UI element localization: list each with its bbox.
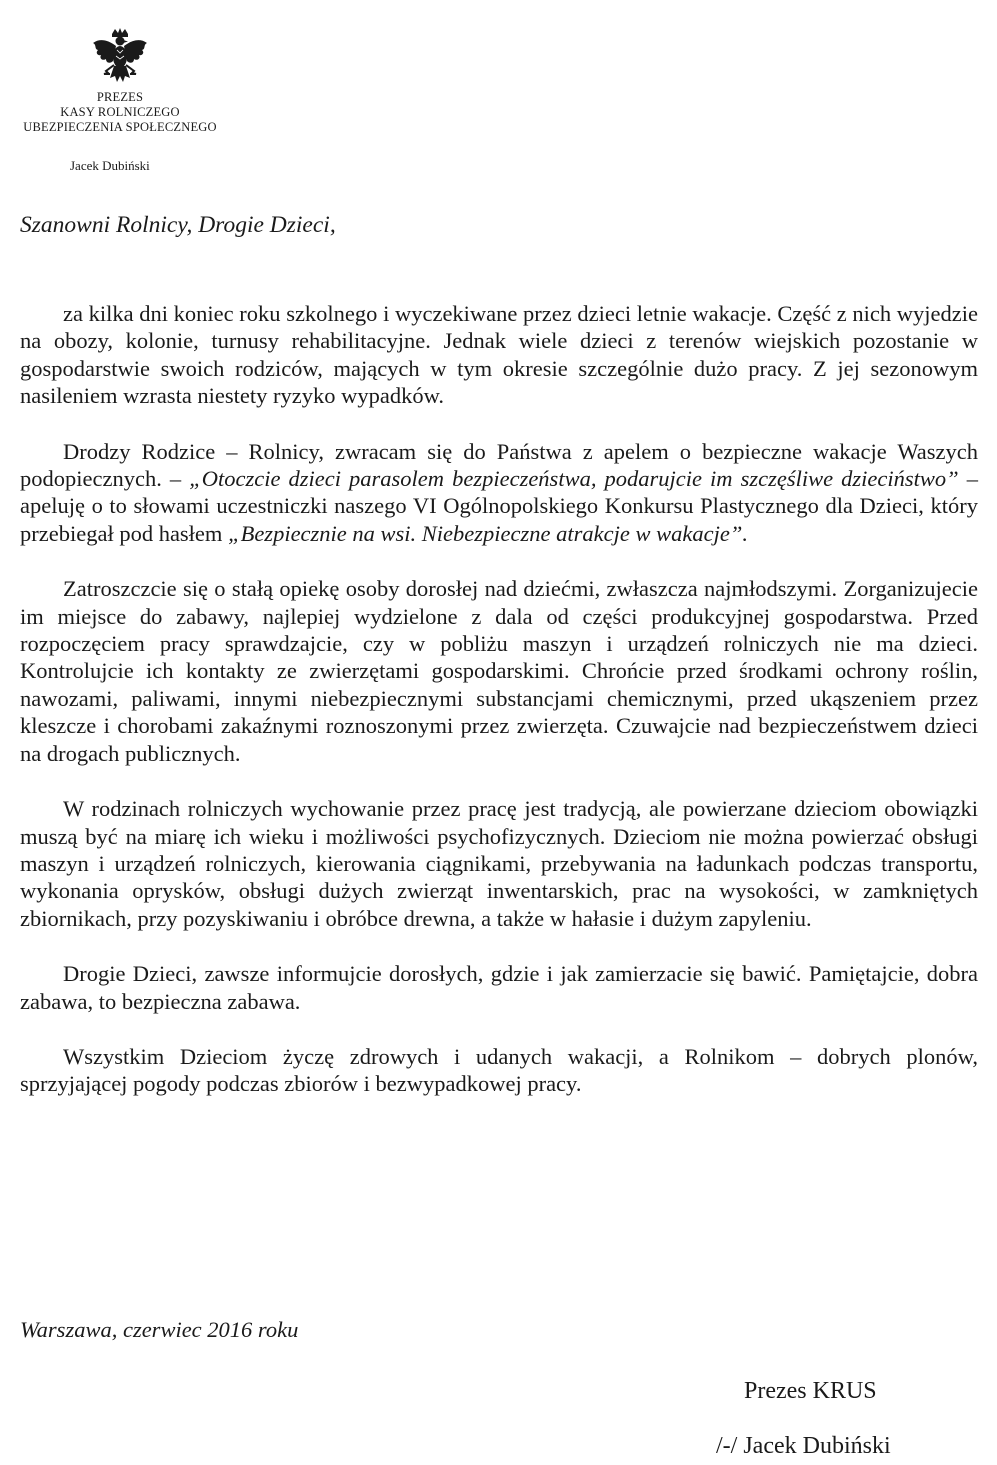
letterhead-line-2: KASY ROLNICZEGO bbox=[60, 105, 180, 119]
paragraph-2 bbox=[20, 438, 978, 548]
letter-body bbox=[20, 300, 978, 1126]
letterhead-line-1: PREZES bbox=[96, 90, 144, 104]
signature-title: Prezes KRUS bbox=[744, 1378, 877, 1404]
paragraph-2-quote-2: „Bezpiecznie na wsi. Niebezpieczne atrakcje w wakacje”. bbox=[228, 520, 748, 546]
paragraph-6: Wszystkim Dzieciom życzę zdrowych i udanych wakacji, a Rolnikom – dobrych plonów, sprzyjającej pogody podczas zbiorów i bezwypadkowej pracy. bbox=[20, 1043, 978, 1097]
letterhead-name: Jacek Dubiński bbox=[70, 158, 150, 173]
paragraph-2-text-c: – apeluję o to słowami uczestniczki naszego VI Ogólnopolskiego Konkursu Plastycznego dla Dzieci, który przebiegał pod hasłem bbox=[20, 466, 978, 546]
salutation: Szanowni Rolnicy, Drogie Dzieci, bbox=[20, 212, 336, 238]
place-date: Warszawa, czerwiec 2016 roku bbox=[20, 1317, 299, 1342]
letterhead-line-3: UBEZPIECZENIA SPOŁECZNEGO bbox=[23, 120, 217, 134]
paragraph-2-text-a: Drodzy Rodzice – Rolnicy, zwracam się do Państwa z apelem o bezpieczne wakacje Waszych podopiecznych. – bbox=[20, 438, 978, 492]
polish-eagle-emblem-icon bbox=[88, 26, 152, 90]
paragraph-2-quote-1: „Otoczcie dzieci parasolem bezpieczeństwa, podarujcie im szczęśliwe dzieciństwo” bbox=[189, 466, 959, 492]
paragraph-4: W rodzinach rolniczych wychowanie przez pracę jest tradycją, ale powierzane dzieciom obowiązki muszą być na miarę ich wieku i możliwości psychofizycznych. Dzieciom nie można powierzać obsługi maszyn i urządzeń rolniczych, kierowania ciągnikami, przebywania na ładunkach podczas transportu, wykonania oprysków, obsługi dużych zwierząt inwentarskich, prac na wysokości, w zamkniętych zbiornikach, przy pozyskiwaniu i obróbce drewna, a także w hałasie i dużym zapyleniu. bbox=[20, 796, 978, 931]
paragraph-5: Drogie Dzieci, zawsze informujcie dorosłych, gdzie i jak zamierzacie się bawić. Pamiętajcie, dobra zabawa, to bezpieczna zabawa. bbox=[20, 961, 978, 1014]
paragraph-3: Zatroszczcie się o stałą opiekę osoby dorosłej nad dziećmi, zwłaszcza najmłodszymi. Zorganizujecie im miejsce do zabawy, najlepiej wydzielone z dala od części produkcyjnej gospodarstwa. Przed rozpoczęciem pracy sprawdzajcie, czy w pobliżu maszyn i urządzeń rolniczych nie ma dzieci. Kontrolujcie ich kontakty ze zwierzętami gospodarskimi. Chrońcie przed środkami ochrony roślin, nawozami, paliwami, innymi niebezpiecznymi substancjami chemicznymi, przed ukąszeniem przez kleszcze i chorobami zakaźnymi roznoszonymi przez zwierzęta. Czuwajcie nad bezpieczeństwem dzieci na drogach publicznych. bbox=[20, 576, 978, 766]
signature-name: /-/ Jacek Dubiński bbox=[716, 1433, 891, 1459]
paragraph-1: za kilka dni koniec roku szkolnego i wyczekiwane przez dzieci letnie wakacje. Część z nich wyjedzie na obozy, kolonie, turnusy rehabilitacyjne. Jednak wiele dzieci z terenów wiejskich pozostanie w gospodarstwie swoich rodziców, mających w tym okresie szczególnie dużo pracy. Z jej sezonowym nasileniem wzrasta niestety ryzyko wypadków. bbox=[20, 301, 978, 409]
letterhead bbox=[0, 26, 240, 135]
